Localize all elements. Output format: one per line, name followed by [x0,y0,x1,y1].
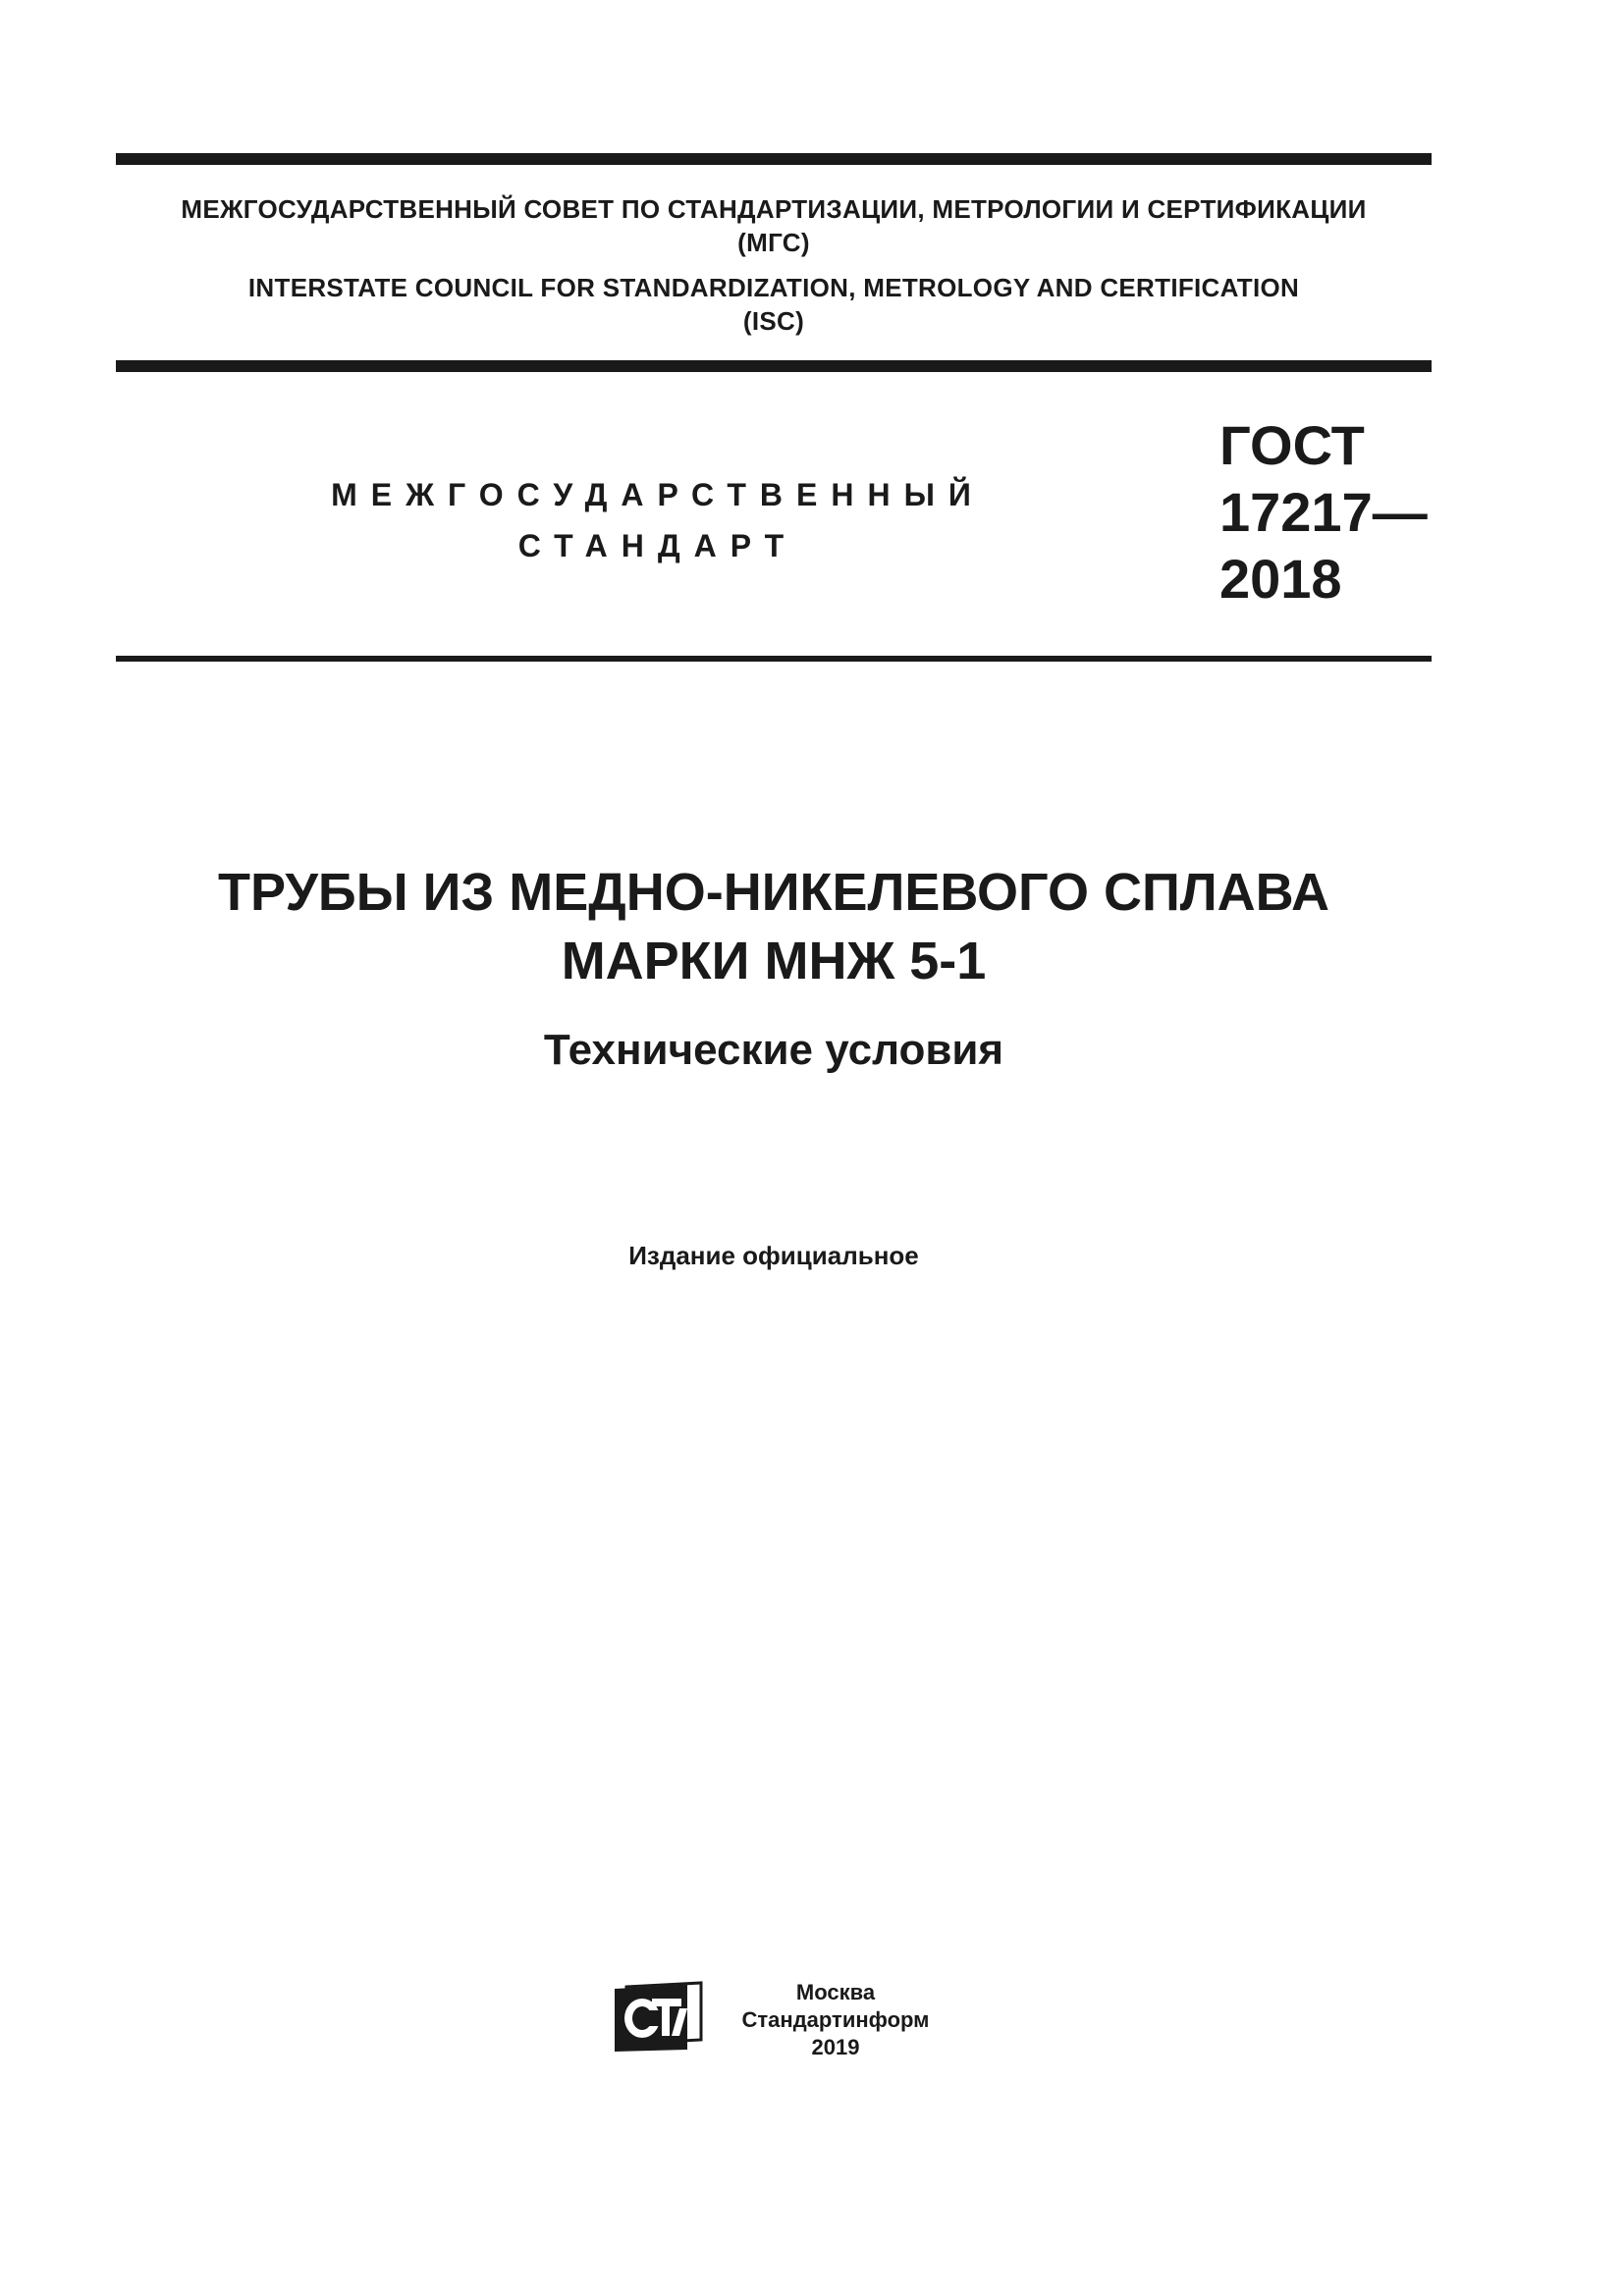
standard-kind-line1: МЕЖГОСУДАРСТВЕННЫЙ [331,477,985,512]
designation-prefix: ГОСТ [1219,414,1365,476]
council-name-ru: МЕЖГОСУДАРСТВЕННЫЙ СОВЕТ ПО СТАНДАРТИЗАЦИИ, МЕТРОЛОГИИ И СЕРТИФИКАЦИИ [181,194,1367,224]
standard-kind-line2: СТАНДАРТ [517,528,798,563]
document-subtitle: Технические условия [543,1026,1004,1074]
standard-kind [324,469,992,571]
council-abbr-en: (ISC) [742,306,805,336]
designation-year: 2018 [1219,548,1342,610]
designation-rule [116,656,1432,662]
header-bottom-rule [116,360,1432,372]
council-abbr-ru: (МГС) [737,228,810,257]
council-header [116,192,1432,338]
council-name-en: INTERSTATE COUNCIL FOR STANDARDIZATION, METROLOGY AND CERTIFICATION [247,273,1300,302]
publisher-name: Стандартинформ [741,2007,930,2032]
publisher-year: 2019 [811,2035,860,2059]
document-title-line2: МАРКИ МНЖ 5-1 [561,932,987,990]
designation-number: 17217— [1219,481,1428,543]
document-title-line1: ТРУБЫ ИЗ МЕДНО-НИКЕЛЕВОГО СПЛАВА [218,863,1329,922]
edition-note: Издание официальное [628,1241,919,1270]
sti-publisher-logo-icon [611,1979,705,2054]
standard-designation [1219,412,1428,613]
top-rule [116,153,1432,165]
council-spacer [116,259,1432,271]
document-title [116,858,1432,995]
publisher-city: Москва [795,1980,876,2004]
publisher-imprint [729,1979,943,2061]
